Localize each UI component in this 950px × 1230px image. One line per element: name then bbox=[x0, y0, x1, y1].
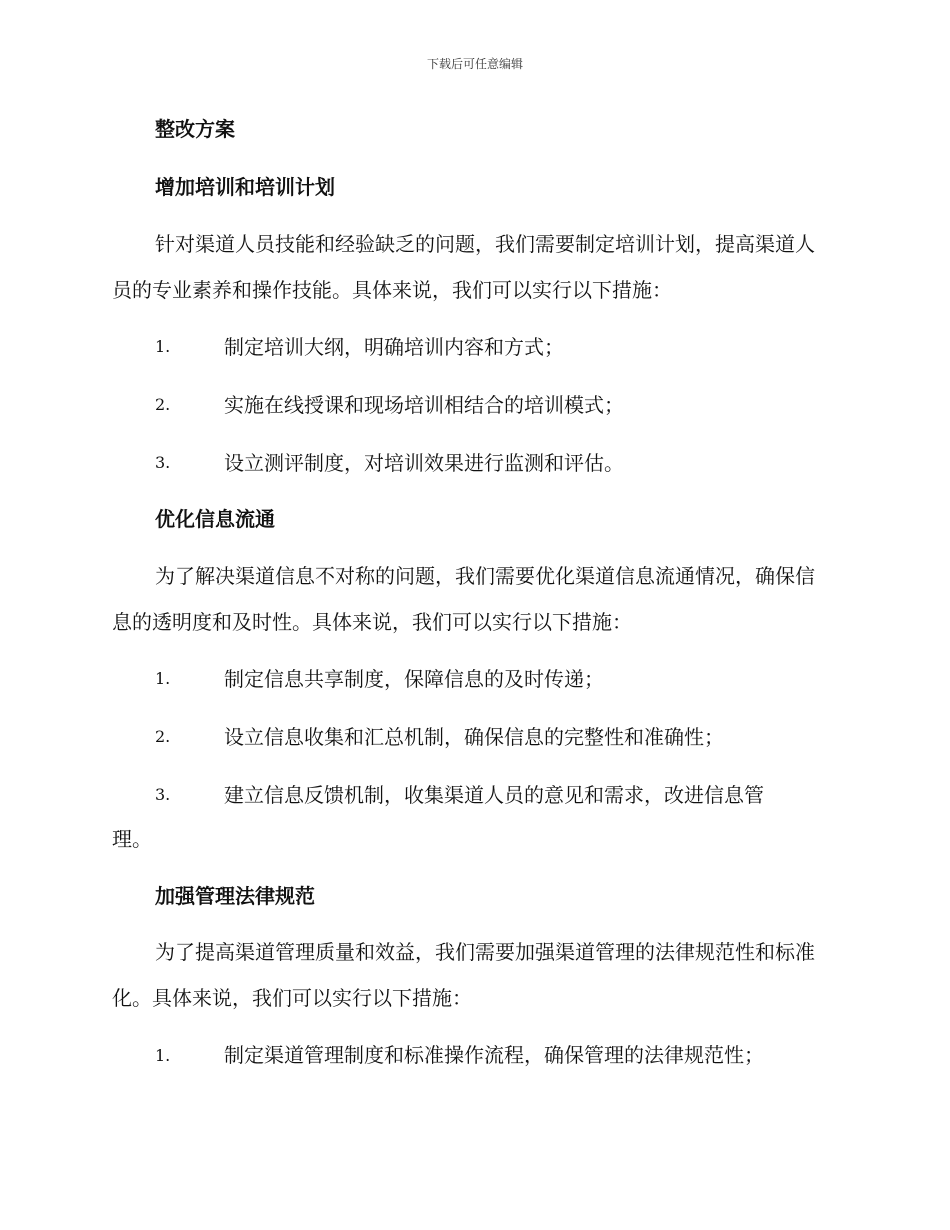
list-item: 制定渠道管理制度和标准操作流程，确保管理的法律规范性； bbox=[224, 1043, 764, 1067]
list-number: 1. bbox=[155, 337, 171, 356]
section-heading-training: 增加培训和培训计划 bbox=[155, 175, 335, 199]
list-number: 1. bbox=[155, 1046, 171, 1065]
list-item: 建立信息反馈机制，收集渠道人员的意见和需求，改进信息管 bbox=[224, 783, 764, 807]
list-number: 2. bbox=[155, 727, 171, 746]
list-item: 制定培训大纲，明确培训内容和方式； bbox=[224, 335, 564, 359]
list-number: 1. bbox=[155, 669, 171, 688]
list-item-continuation: 理。 bbox=[112, 827, 152, 851]
list-item: 设立信息收集和汇总机制，确保信息的完整性和准确性； bbox=[224, 725, 724, 749]
section-paragraph-information: 为了解决渠道信息不对称的问题，我们需要优化渠道信息流通情况，确保信息的透明度和及时性。具体来说，我们可以实行以下措施： bbox=[112, 564, 815, 634]
section-paragraph-legal: 为了提高渠道管理质量和效益，我们需要加强渠道管理的法律规范性和标准化。具体来说，我们可以实行以下措施： bbox=[112, 940, 815, 1010]
list-number: 3. bbox=[155, 453, 171, 472]
list-item: 制定信息共享制度，保障信息的及时传递； bbox=[224, 667, 604, 691]
list-number: 3. bbox=[155, 785, 171, 804]
section-heading-legal: 加强管理法律规范 bbox=[155, 884, 315, 908]
list-number: 2. bbox=[155, 395, 171, 414]
section-heading-information: 优化信息流通 bbox=[155, 507, 275, 531]
list-item: 设立测评制度，对培训效果进行监测和评估。 bbox=[224, 451, 624, 475]
section-paragraph-training: 针对渠道人员技能和经验缺乏的问题，我们需要制定培训计划，提高渠道人员的专业素养和操作技能。具体来说，我们可以实行以下措施： bbox=[112, 232, 815, 302]
list-item: 实施在线授课和现场培训相结合的培训模式； bbox=[224, 393, 624, 417]
document-title: 整改方案 bbox=[155, 117, 235, 141]
page-header: 下载后可任意编辑 bbox=[426, 57, 523, 71]
